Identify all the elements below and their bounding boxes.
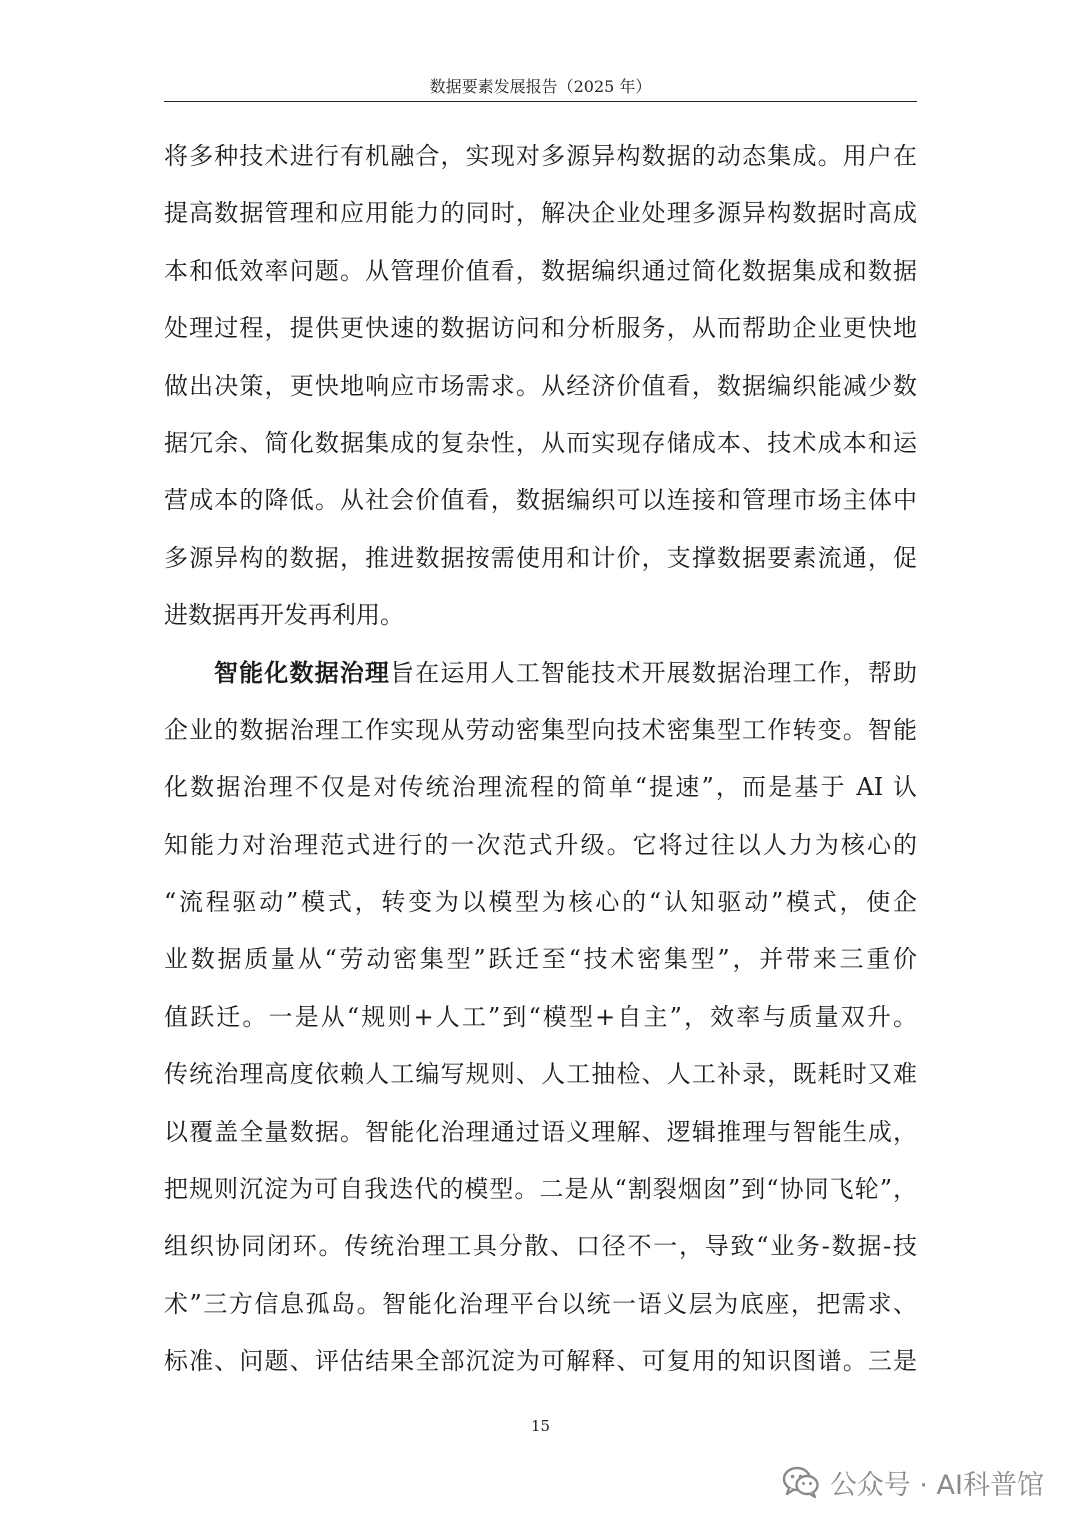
- bold-term: 智能化数据治理: [214, 658, 391, 687]
- text-line: 业数据质量从“劳动密集型”跃迁至“技术密集型”，并带来三重价: [164, 945, 917, 974]
- text-line: 值跃迁。一是从“规则+人工”到“模型+自主”，效率与质量双升。: [164, 1002, 917, 1031]
- text-line: 以覆盖全量数据。智能化治理通过语义理解、逻辑推理与智能生成，: [164, 1117, 917, 1146]
- text-line: 将多种技术进行有机融合，实现对多源异构数据的动态集成。用户在: [164, 142, 917, 170]
- text-line: 据冗余、简化数据集成的复杂性，从而实现存储成本、技术成本和运: [164, 428, 917, 457]
- text-line: 本和低效率问题。从管理价值看，数据编织通过简化数据集成和数据: [164, 256, 917, 285]
- text-line: 知能力对治理范式进行的一次范式升级。它将过往以人力为核心的: [164, 830, 917, 859]
- text-line: 多源异构的数据，推进数据按需使用和计价，支撑数据要素流通，促: [164, 543, 917, 572]
- text-line: 传统治理高度依赖人工编写规则、人工抽检、人工补录，既耗时又难: [164, 1060, 917, 1089]
- text-line: 企业的数据治理工作实现从劳动密集型向技术密集型工作转变。智能: [164, 715, 917, 744]
- text-line: 标准、问题、评估结果全部沉淀为可解释、可复用的知识图谱。三是: [164, 1347, 917, 1376]
- text-line: 术”三方信息孤岛。智能化治理平台以统一语义层为底座，把需求、: [164, 1289, 917, 1318]
- watermark-text: 公众号 · AI科普馆: [829, 1469, 1044, 1501]
- text-line: 处理过程，提供更快速的数据访问和分析服务，从而帮助企业更快地: [164, 314, 917, 343]
- header-rule: [164, 101, 917, 102]
- page-number: 15: [530, 1417, 551, 1435]
- text-line: 把规则沉淀为可自我迭代的模型。二是从“割裂烟囱”到“协同飞轮”，: [164, 1175, 917, 1204]
- text-line: 做出决策，更快地响应市场需求。从经济价值看，数据编织能减少数: [164, 371, 917, 400]
- text-line: 提高数据管理和应用能力的同时，解决企业处理多源异构数据时高成: [164, 199, 917, 228]
- text-line: 进数据再开发再利用。: [164, 601, 404, 630]
- body-text: [164, 128, 917, 1391]
- text-line: 营成本的降低。从社会价值看，数据编织可以连接和管理市场主体中: [164, 486, 917, 515]
- text-line: 化数据治理不仅是对传统治理流程的简单“提速”，而是基于 AI 认: [164, 773, 917, 802]
- running-header: 数据要素发展报告（2025 年）: [429, 77, 652, 96]
- text-line: “流程驱动”模式，转变为以模型为核心的“认知驱动”模式，使企: [164, 888, 917, 917]
- watermark: [782, 1462, 1044, 1502]
- wechat-icon: [782, 1466, 820, 1498]
- text-line: 组织协同闭环。传统治理工具分散、口径不一，导致“业务-数据-技: [164, 1232, 917, 1261]
- text-run: 旨在运用人工智能技术开展数据治理工作，帮助: [390, 658, 918, 687]
- paragraph-first-line: [164, 645, 917, 702]
